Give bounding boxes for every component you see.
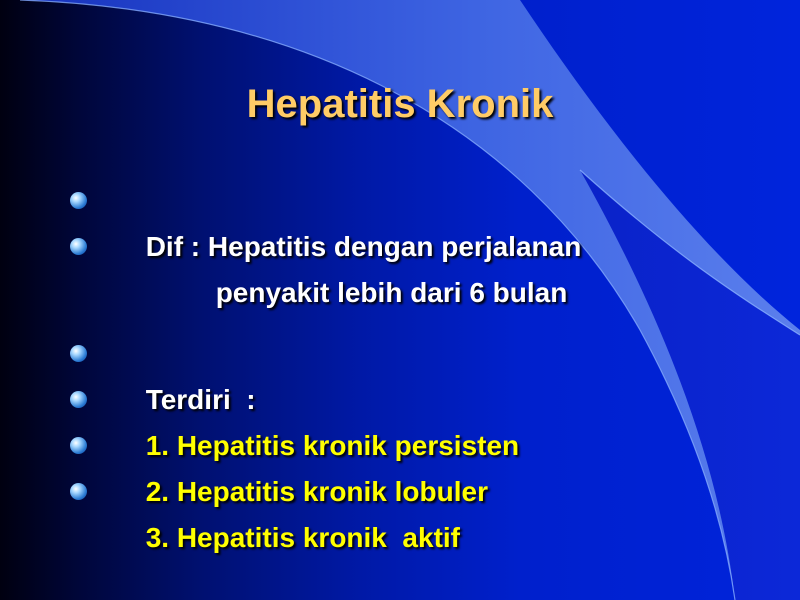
- bullet-icon: [70, 345, 87, 362]
- bullet-item: [70, 469, 770, 553]
- bullet-text: 1. Hepatitis kronik persisten: [145, 430, 520, 461]
- bullet-item: [70, 331, 770, 415]
- bullet-list: [70, 178, 770, 553]
- bullet-icon: [70, 192, 87, 209]
- bullet-icon: [70, 391, 87, 408]
- bullet-item: [70, 224, 770, 308]
- bullet-icon: [70, 437, 87, 454]
- bullet-text: 2. Hepatitis kronik lobuler: [145, 476, 488, 507]
- bullet-item: [70, 423, 770, 507]
- bullet-text: Terdiri :: [145, 384, 256, 415]
- bullet-item: [70, 377, 770, 461]
- bullet-text: penyakit lebih dari 6 bulan: [145, 277, 568, 308]
- bullet-icon: [70, 238, 87, 255]
- bullet-item: [70, 178, 770, 262]
- bullet-text: Dif : Hepatitis dengan perjalanan: [145, 231, 582, 262]
- bullet-icon: [70, 483, 87, 500]
- slide-title: Hepatitis Kronik: [246, 82, 554, 126]
- bullet-text: 3. Hepatitis kronik aktif: [145, 522, 461, 553]
